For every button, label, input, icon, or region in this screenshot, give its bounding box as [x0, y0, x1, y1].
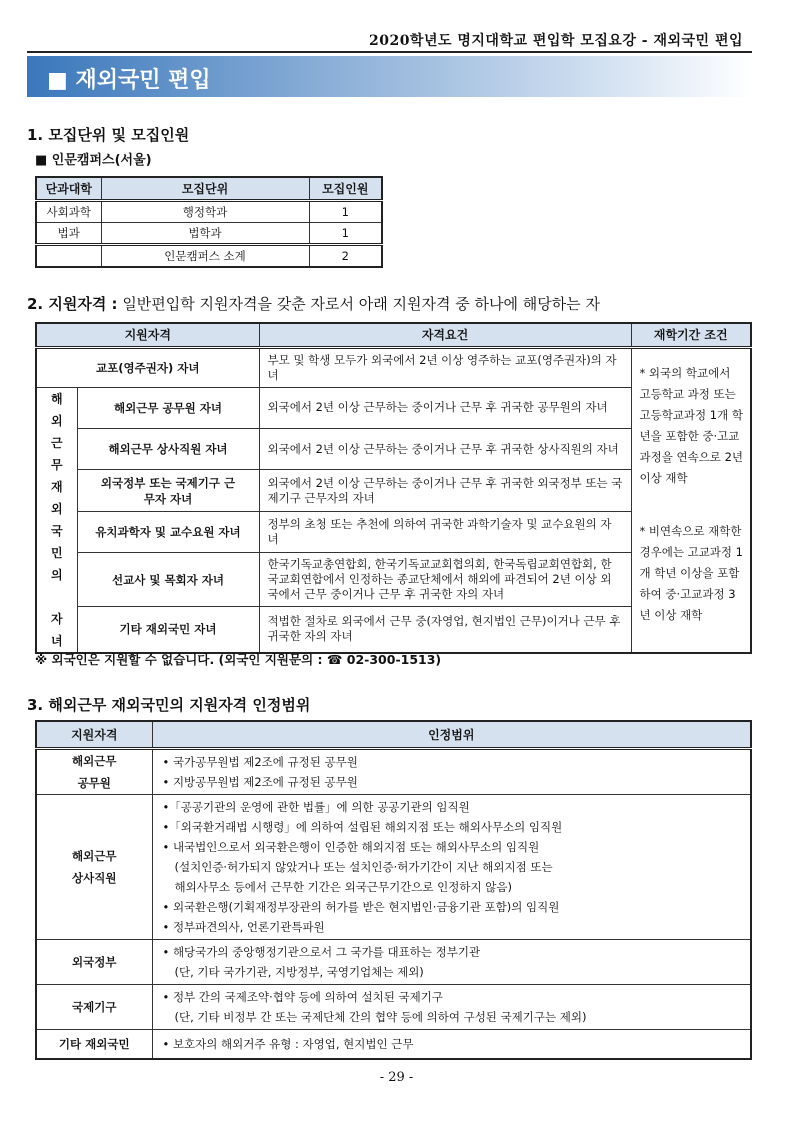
- scope-item: (단, 기타 비정부 간 또는 국제단체 간의 협약 등에 의하여 구성된 국제기구는 제외): [174, 1009, 587, 1024]
- cell: 1: [309, 200, 382, 222]
- scope-item: •「외국환거래법 시행령」에 의하여 설립된 해외지점 또는 해외사무소의 임직원: [162, 819, 563, 834]
- cell: [36, 244, 101, 267]
- cell: 2: [309, 244, 382, 267]
- scope-list: [152, 748, 751, 794]
- header-rule: [27, 51, 752, 53]
- col-header: 단과대학: [36, 177, 101, 200]
- qualification: 외국정부 또는 국제기구 근무자 자녀: [77, 470, 259, 511]
- table-row: [36, 984, 751, 1029]
- enrollment-condition: [631, 347, 751, 653]
- page-banner: ■ 재외국민 편입: [27, 56, 752, 97]
- table-row: [36, 794, 751, 939]
- qualification: 국제기구: [36, 984, 152, 1029]
- scope-item: •「공공기관의 운영에 관한 법률」에 의한 공공기관의 임직원: [162, 799, 470, 814]
- group-label-char: 민: [50, 545, 63, 560]
- section2-title: [27, 293, 600, 314]
- cell: 1: [309, 222, 382, 244]
- group-label-char: 무: [50, 457, 63, 472]
- qualification: 유치과학자 및 교수요원 자녀: [77, 511, 259, 552]
- requirement: 적법한 절차로 외국에서 근무 중(자영업, 현지법인 근무)이거나 근무 후 귀국한 자의 자녀: [259, 607, 631, 653]
- subtotal-row: [36, 244, 382, 267]
- title-label: 2. 지원자격 :: [27, 295, 118, 313]
- scope-table: [35, 720, 752, 1060]
- group-label-char: 해: [50, 391, 63, 406]
- section3-title: 3. 해외근무 재외국민의 지원자격 인정범위: [27, 696, 311, 714]
- qualification: 해외근무 상사직원: [36, 794, 152, 939]
- group-label: [36, 387, 77, 653]
- title-description: 일반편입학 지원자격을 갖춘 자로서 아래 지원자격 중 하나에 해당하는 자: [117, 295, 600, 313]
- group-label-char: 재: [50, 479, 63, 494]
- qualification: 해외근무 공무원 자녀: [77, 387, 259, 428]
- group-label-char: 녀: [50, 633, 63, 648]
- qualification: 선교사 및 목회자 자녀: [77, 553, 259, 607]
- scope-item: • 정부파견의사, 언론기관특파원: [162, 919, 325, 934]
- scope-item: • 정부 간의 국제조약·협약 등에 의하여 설치된 국제기구: [162, 989, 443, 1004]
- col-header: 지원자격: [36, 323, 259, 347]
- qualification: 해외근무 공무원: [36, 748, 152, 794]
- scope-item: • 지방공무원법 제2조에 규정된 공무원: [162, 774, 358, 789]
- table-row: [36, 748, 751, 794]
- cell: 법학과: [101, 222, 309, 244]
- group-label-char: 의: [50, 567, 63, 582]
- table-row: [36, 347, 751, 387]
- scope-item: • 내국법인으로서 외국환은행이 인증한 해외지점 또는 해외사무소의 임직원: [162, 839, 540, 854]
- group-label-char: 국: [50, 523, 63, 538]
- scope-item: • 보호자의 해외거주 유형 : 자영업, 현지법인 근무: [162, 1036, 414, 1051]
- qualification: 교포(영주권자) 자녀: [36, 347, 259, 387]
- section1-subtitle: ■ 인문캠퍼스(서울): [35, 153, 152, 168]
- scope-item: (단, 기타 국가기관, 지방정부, 국영기업체는 제외): [174, 964, 424, 979]
- cell: 법과: [36, 222, 101, 244]
- col-header: 모집단위: [101, 177, 309, 200]
- cell: 행정학과: [101, 200, 309, 222]
- page-number: - 29 -: [379, 1070, 414, 1085]
- table-row: [36, 939, 751, 984]
- condition-1: * 외국의 학교에서 고등학교 과정 또는 고등학교과정 1개 학년을 포함한 중·고교과정을 연속으로 2년 이상 재학: [639, 365, 743, 485]
- requirement: 정부의 초청 또는 추천에 의하여 귀국한 과학기술자 및 교수요원의 자녀: [259, 511, 631, 552]
- table-row: [36, 222, 382, 244]
- qualification: 외국정부: [36, 939, 152, 984]
- scope-list: [152, 939, 751, 984]
- qualification: 기타 재외국민 자녀: [77, 607, 259, 653]
- group-label-char: 근: [50, 435, 63, 450]
- cell: 인문캠퍼스 소계: [101, 244, 309, 267]
- group-label-char: 자: [50, 611, 63, 626]
- requirement: 부모 및 학생 모두가 외국에서 2년 이상 영주하는 교포(영주권자)의 자녀: [259, 347, 631, 387]
- table-row: [36, 1029, 751, 1059]
- group-label-char: 외: [50, 501, 63, 516]
- foreigner-notice: ※ 외국인은 지원할 수 없습니다. (외국인 지원문의 : ☎ 02-300-1513): [35, 652, 442, 667]
- requirement: 외국에서 2년 이상 근무하는 중이거나 근무 후 귀국한 공무원의 자녀: [259, 387, 631, 428]
- requirement: 외국에서 2년 이상 근무하는 중이거나 근무 후 귀국한 외국정부 또는 국제기구 근무자의 자녀: [259, 470, 631, 511]
- scope-item: • 해당국가의 중앙행정기관으로서 그 국가를 대표하는 정부기관: [162, 944, 481, 959]
- col-header: 모집인원: [309, 177, 382, 200]
- col-header: 자격요건: [259, 323, 631, 347]
- requirement: 한국기독교총연합회, 한국기독교교회협의회, 한국독립교회연합회, 한국교회연합에서 인정하는 종교단체에서 해외에 파견되어 2년 이상 외국에서 근무 중이거나 근무 후 귀국한 자의 자녀: [259, 553, 631, 607]
- scope-item: • 국가공무원법 제2조에 규정된 공무원: [162, 754, 358, 769]
- group-label-char: 외: [50, 413, 63, 428]
- scope-list: [152, 1029, 751, 1059]
- col-header: 재학기간 조건: [631, 323, 751, 347]
- table-row: [36, 200, 382, 222]
- qualification: 해외근무 상사직원 자녀: [77, 428, 259, 469]
- scope-list: [152, 984, 751, 1029]
- scope-item: (설치인증·허가되지 않았거나 또는 설치인증·허가기간이 지난 해외지점 또는: [174, 859, 553, 874]
- eligibility-table: [35, 322, 752, 654]
- scope-list: [152, 794, 751, 939]
- col-header: 인정범위: [152, 721, 751, 748]
- condition-2: * 비연속으로 재학한 경우에는 고교과정 1개 학년 이상을 포함하여 중·고교과정 3년 이상 재학: [639, 523, 743, 622]
- group-label-char: [37, 586, 77, 608]
- running-header: 2020학년도 명지대학교 편입학 모집요강 - 재외국민 편입: [368, 33, 743, 49]
- cell: 사회과학: [36, 200, 101, 222]
- quota-table: [35, 176, 383, 268]
- qualification: 기타 재외국민: [36, 1029, 152, 1059]
- col-header: 지원자격: [36, 721, 152, 748]
- scope-item: • 외국환은행(기획재정부장관의 허가를 받은 현지법인·금융기관 포함)의 임직원: [162, 899, 560, 914]
- scope-item: 해외사무소 등에서 근무한 기간은 외국근무기간으로 인정하지 않음): [174, 879, 512, 894]
- section1-title: 1. 모집단위 및 모집인원: [27, 126, 190, 144]
- requirement: 외국에서 2년 이상 근무하는 중이거나 근무 후 귀국한 상사직원의 자녀: [259, 428, 631, 469]
